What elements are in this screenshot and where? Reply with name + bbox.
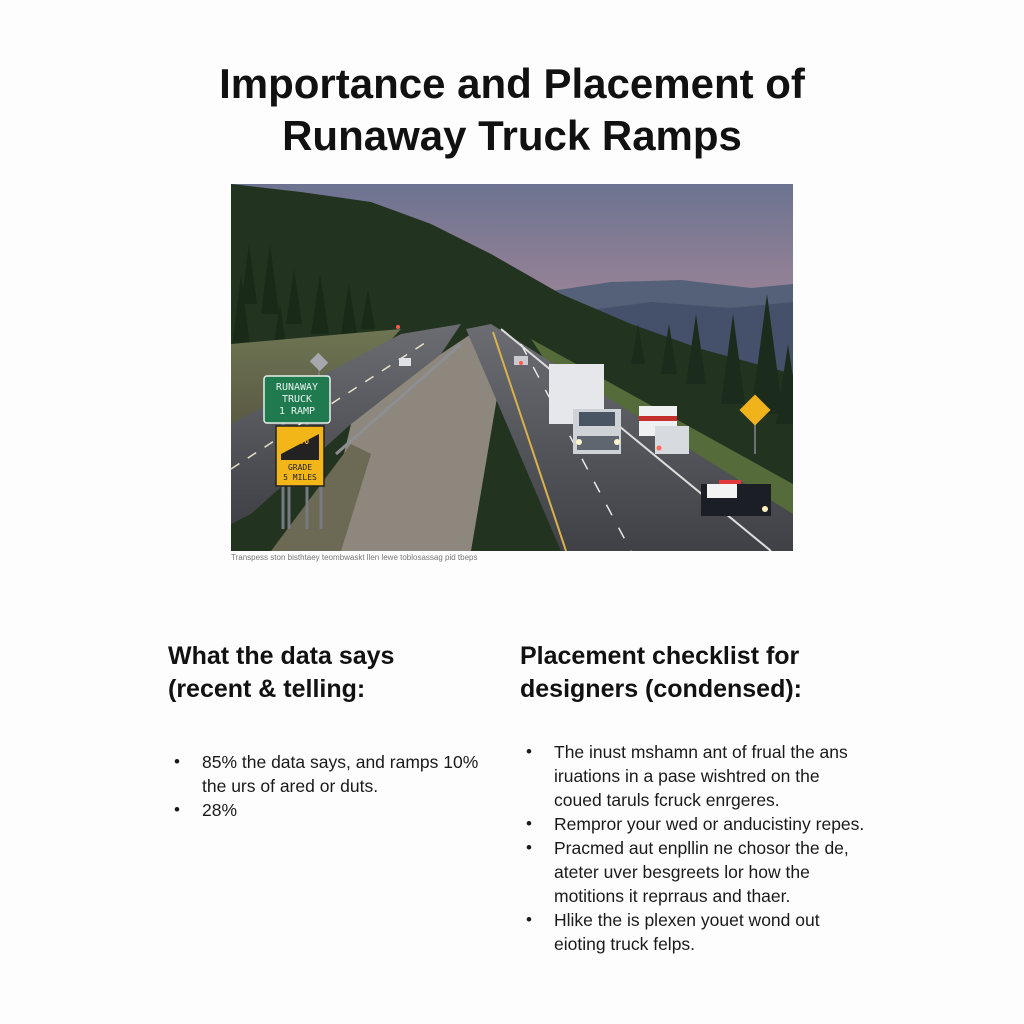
title-line-2: Runaway Truck Ramps: [282, 112, 742, 159]
photo-caption: Transpess ston bisthtaey teombwaskt llen lewe toblosassag pid tbeps: [231, 553, 478, 562]
yellow-sign-grade: 8%: [293, 435, 309, 447]
list-item: • The inust mshamn ant of frual the ans iruations in a pase wishtred on the coued taruls fcruck enrgeres.: [520, 740, 870, 812]
checklist-heading-line-1: Placement checklist for: [520, 642, 800, 670]
data-says-section: [168, 640, 488, 822]
yellow-sign-line-1: GRADE: [287, 463, 313, 472]
list-item: • 85% the data says, and ramps 10% the urs of ared or duts.: [168, 750, 488, 798]
list-item: • Hlike the is plexen youet wond out eioting truck felps.: [520, 908, 870, 956]
page-title: [0, 58, 1024, 162]
green-sign-line-3: 1 RAMP: [278, 406, 316, 417]
data-says-list: [168, 750, 488, 822]
data-says-heading-line-2: (recent & telling:: [168, 675, 366, 703]
list-item: • 28%: [168, 798, 488, 822]
placement-checklist-list: [520, 740, 870, 956]
placement-checklist-section: [520, 640, 870, 956]
list-item: • Rempror your wed or anducistiny repes.: [520, 812, 870, 836]
data-says-heading: [168, 640, 488, 706]
data-says-heading-line-1: What the data says: [168, 642, 395, 670]
green-sign-line-2: TRUCK: [281, 394, 313, 405]
placement-checklist-heading: [520, 640, 870, 706]
list-item: • Pracmed aut enpllin ne chosor the de, ateter uver besgreets lor how the motitions it reprraus and thaer.: [520, 836, 870, 908]
green-sign-line-1: RUNAWAY: [275, 382, 319, 393]
yellow-sign-line-2: 5 MILES: [283, 473, 317, 482]
title-line-1: Importance and Placement of: [219, 60, 805, 107]
checklist-heading-line-2: designers (condensed):: [520, 675, 802, 703]
runaway-ramp-photo: [231, 184, 793, 551]
